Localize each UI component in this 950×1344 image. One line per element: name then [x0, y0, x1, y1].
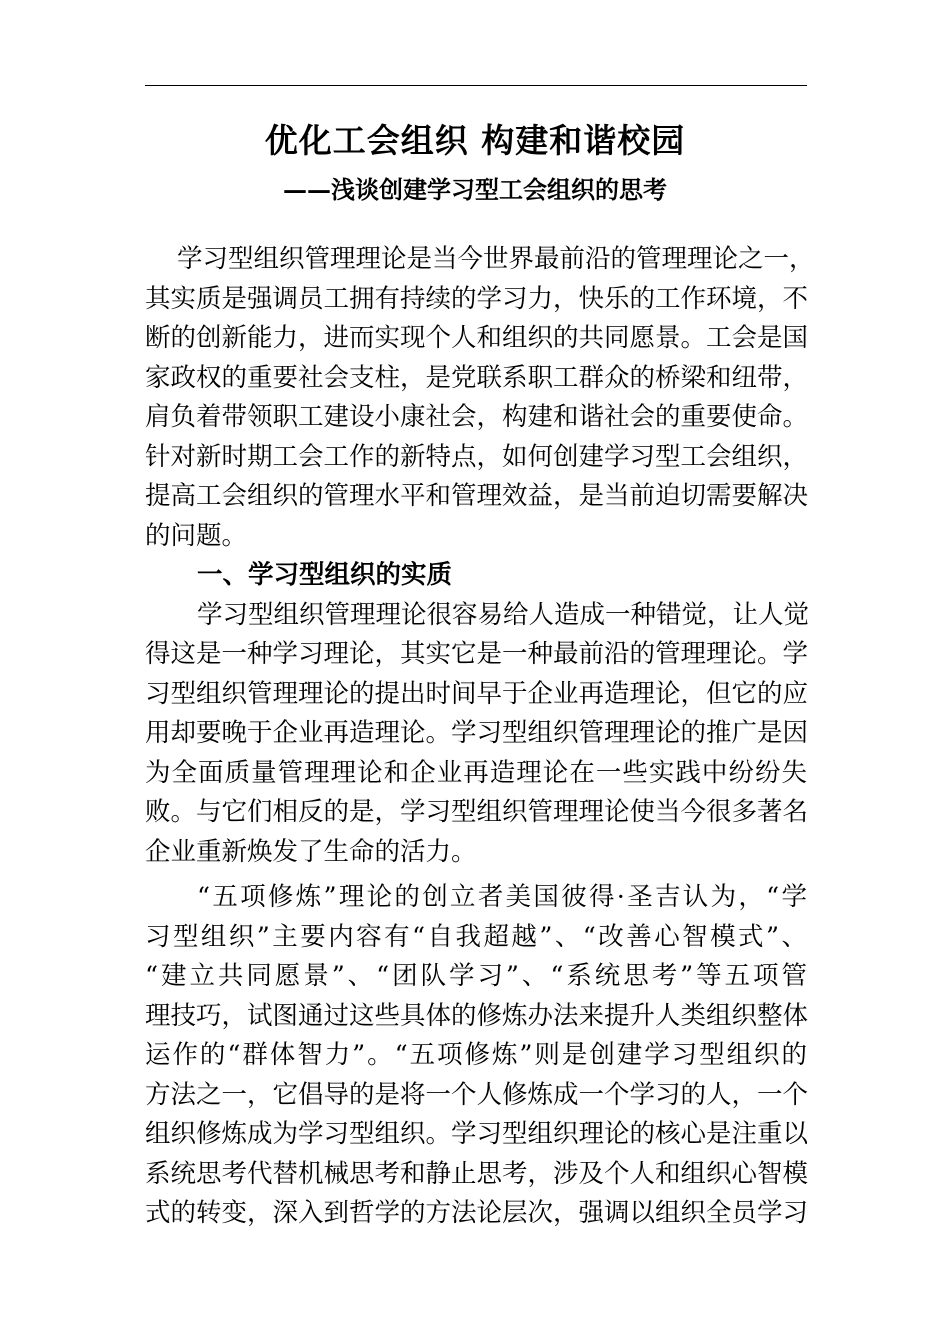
- document-title: 优化工会组织 构建和谐校园: [264, 121, 686, 160]
- text-line: 学习型组织管理理论很容易给人造成一种错觉，让人觉: [197, 599, 810, 630]
- text-line: 方法之一，它倡导的是将一个人修炼成一个学习的人，一个: [145, 1079, 809, 1110]
- text-line: “五项修炼”理论的创立者美国彼得·圣吉认为，“学: [197, 882, 807, 912]
- text-line: 其实质是强调员工拥有持续的学习力，快乐的工作环境，不: [145, 283, 809, 314]
- text-line: 的问题。: [145, 520, 248, 551]
- text-line: 式的转变，深入到哲学的方法论层次，强调以组织全员学习: [145, 1198, 809, 1228]
- text-line: 企业重新焕发了生命的活力。: [145, 836, 477, 867]
- document-subtitle: ——浅谈创建学习型工会组织的思考: [283, 175, 667, 204]
- text-line: 家政权的重要社会支柱，是党联系职工群众的桥梁和纽带，: [145, 362, 809, 393]
- text-line: 理技巧，试图通过这些具体的修炼办法来提升人类组织整体: [145, 1000, 809, 1031]
- section-heading: 一、学习型组织的实质: [197, 560, 453, 590]
- text-line: 用却要晚于企业再造理论。学习型组织管理理论的推广是因: [145, 718, 809, 748]
- text-line: 败。与它们相反的是，学习型组织管理理论使当今很多著名: [145, 797, 809, 827]
- text-line: 针对新时期工会工作的新特点，如何创建学习型工会组织，: [145, 441, 809, 472]
- document-body: [145, 240, 815, 1234]
- paragraph-section1-2: [145, 878, 807, 1234]
- text-line: 断的创新能力，进而实现个人和组织的共同愿景。工会是国: [145, 323, 809, 353]
- text-line: “建立共同愿景”、“团队学习”、“系统思考”等五项管: [145, 961, 807, 991]
- text-line: 学习型组织管理理论是当今世界最前沿的管理理论之一，: [177, 244, 815, 274]
- text-line: 为全面质量管理理论和企业再造理论在一些实践中纷纷失: [145, 757, 807, 788]
- header-rule: [145, 85, 807, 86]
- text-line: 习型组织”主要内容有“自我超越”、“改善心智模式”、: [145, 921, 807, 952]
- paragraph-section1-1: [145, 596, 810, 873]
- text-line: 组织修炼成为学习型组织。学习型组织理论的核心是注重以: [145, 1119, 809, 1149]
- text-line: 习型组织管理理论的提出时间早于企业再造理论，但它的应: [145, 678, 809, 709]
- paragraph-intro: [145, 240, 815, 556]
- text-line: 肩负着带领职工建设小康社会，构建和谐社会的重要使命。: [145, 402, 809, 432]
- text-line: 系统思考代替机械思考和静止思考，涉及个人和组织心智模: [145, 1158, 809, 1189]
- text-line: 运作的“群体智力”。“五项修炼”则是创建学习型组织的: [145, 1040, 807, 1070]
- text-line: 得这是一种学习理论，其实它是一种最前沿的管理理论。学: [145, 639, 809, 669]
- text-line: 提高工会组织的管理水平和管理效益，是当前迫切需要解决: [145, 481, 809, 511]
